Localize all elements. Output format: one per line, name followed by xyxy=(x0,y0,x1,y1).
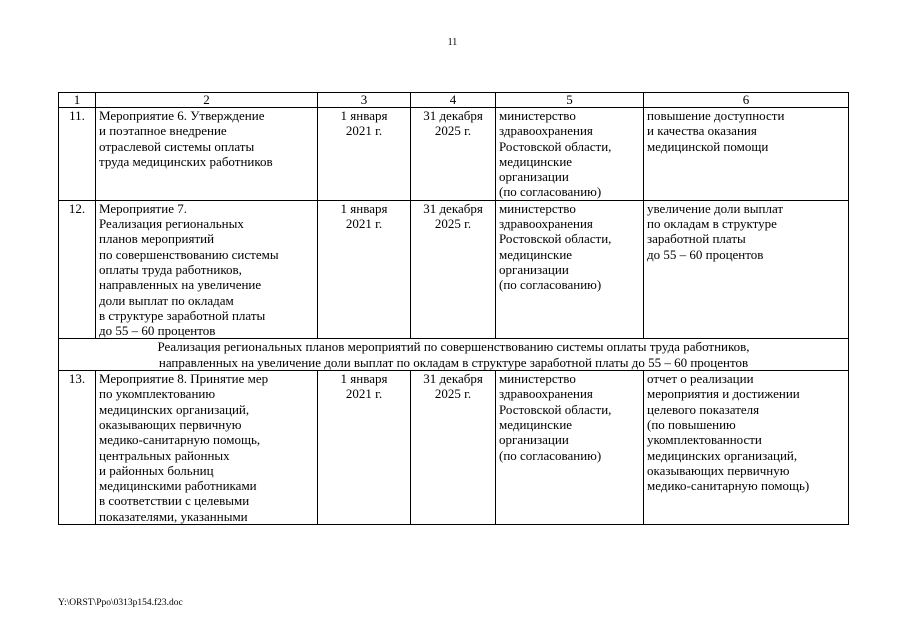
text-line: здравоохранения xyxy=(499,123,593,139)
text-line: Мероприятие 7. xyxy=(99,200,187,216)
expected-result xyxy=(644,200,849,339)
text-line: заработной платы xyxy=(647,231,746,247)
text-line: по совершенствованию системы xyxy=(99,246,279,262)
text-line: 1 января xyxy=(340,108,388,123)
table-row xyxy=(59,108,849,201)
text-line: медицинские xyxy=(499,246,573,262)
text-line: здравоохранения xyxy=(499,216,593,232)
text-line: (по согласованию) xyxy=(499,277,602,293)
text-line: мероприятия и достижении xyxy=(647,386,800,402)
start-date xyxy=(318,200,411,339)
text-line: направленных на увеличение xyxy=(99,277,262,293)
text-line: показателями, указанными xyxy=(99,508,248,524)
text-line: Реализация региональных xyxy=(99,216,244,232)
text-line: оказывающих первичную xyxy=(647,462,790,478)
text-line: Ростовской области, xyxy=(499,401,612,417)
text-line: по окладам в структуре xyxy=(647,216,777,232)
text-line: Реализация региональных планов мероприятий по совершенствованию системы оплаты труда работников, xyxy=(157,339,750,355)
text-line: до 55 – 60 процентов xyxy=(99,323,216,339)
text-line: оплаты труда работников, xyxy=(99,261,242,277)
text-line: медико-санитарную помощь) xyxy=(647,478,810,494)
text-line: медицинских организаций, xyxy=(99,401,250,417)
text-line: (по повышению xyxy=(647,416,736,432)
text-line: Мероприятие 6. Утверждение xyxy=(99,108,265,123)
text-line: медицинскими работниками xyxy=(99,478,257,494)
page-number: 11 xyxy=(447,37,458,48)
text-line: организации xyxy=(499,432,569,448)
text-line: центральных районных xyxy=(99,447,230,463)
table-row xyxy=(59,371,849,525)
text-line: организации xyxy=(499,261,569,277)
text-line: министерство xyxy=(499,108,576,123)
text-line: увеличение доли выплат xyxy=(647,200,784,216)
measures-table xyxy=(58,92,849,525)
start-date xyxy=(318,371,411,525)
row-number: 12. xyxy=(59,200,96,339)
executor xyxy=(496,371,644,525)
end-date xyxy=(411,108,496,201)
table-header-row xyxy=(59,93,849,108)
start-date xyxy=(318,108,411,201)
expected-result xyxy=(644,108,849,201)
measure-description xyxy=(96,200,318,339)
text-line: оказывающих первичную xyxy=(99,416,242,432)
end-date xyxy=(411,371,496,525)
text-line: медицинские xyxy=(499,153,573,169)
text-line: повышение доступности xyxy=(647,108,785,123)
expected-result xyxy=(644,371,849,525)
header-cell: 1 xyxy=(59,93,96,108)
text-line: здравоохранения xyxy=(499,386,593,402)
footer-file-path: Y:\ORST\Ppo\0313p154.f23.doc xyxy=(58,598,183,608)
text-line: организации xyxy=(499,169,569,185)
text-line: направленных на увеличение доли выплат по окладам в структуре заработной платы до 55 – 60 процентов xyxy=(158,354,749,370)
text-line: медицинских организаций, xyxy=(647,447,798,463)
text-line: медицинской помощи xyxy=(647,138,769,154)
text-line: Мероприятие 8. Принятие мер xyxy=(99,371,269,387)
text-line: 2021 г. xyxy=(345,123,383,139)
measure-description xyxy=(96,108,318,201)
header-cell: 2 xyxy=(96,93,318,108)
text-line: и поэтапное внедрение xyxy=(99,123,227,139)
text-line: Ростовской области, xyxy=(499,231,612,247)
row-number: 11. xyxy=(59,108,96,201)
header-cell: 6 xyxy=(644,93,849,108)
text-line: по укомплектованию xyxy=(99,386,216,402)
text-line: (по согласованию) xyxy=(499,184,602,200)
text-line: труда медицинских работников xyxy=(99,153,273,169)
section-heading xyxy=(59,339,849,371)
text-line: в соответствии с целевыми xyxy=(99,493,250,509)
text-line: и районных больниц xyxy=(99,462,214,478)
text-line: до 55 – 60 процентов xyxy=(647,246,764,262)
header-cell: 5 xyxy=(496,93,644,108)
text-line: министерство xyxy=(499,371,576,387)
text-line: 31 декабря xyxy=(423,108,483,123)
text-line: отчет о реализации xyxy=(647,371,754,387)
text-line: целевого показателя xyxy=(647,401,760,417)
text-line: укомплектованности xyxy=(647,432,762,448)
table-row xyxy=(59,200,849,339)
text-line: 1 января xyxy=(340,371,388,387)
measure-description xyxy=(96,371,318,525)
text-line: медицинские xyxy=(499,416,573,432)
text-line: 31 декабря xyxy=(423,200,483,216)
section-heading-row xyxy=(59,339,849,371)
executor xyxy=(496,108,644,201)
text-line: 31 декабря xyxy=(423,371,483,387)
text-line: 2025 г. xyxy=(434,216,472,232)
executor xyxy=(496,200,644,339)
text-line: отраслевой системы оплаты xyxy=(99,138,255,154)
header-cell: 4 xyxy=(411,93,496,108)
text-line: планов мероприятий xyxy=(99,231,215,247)
end-date xyxy=(411,200,496,339)
text-line: 1 января xyxy=(340,200,388,216)
text-line: и качества оказания xyxy=(647,123,757,139)
text-line: 2025 г. xyxy=(434,123,472,139)
text-line: в структуре заработной платы xyxy=(99,307,266,323)
text-line: (по согласованию) xyxy=(499,447,602,463)
text-line: доли выплат по окладам xyxy=(99,292,234,308)
text-line: министерство xyxy=(499,200,576,216)
header-cell: 3 xyxy=(318,93,411,108)
text-line: 2021 г. xyxy=(345,386,383,402)
text-line: 2025 г. xyxy=(434,386,472,402)
text-line: Ростовской области, xyxy=(499,138,612,154)
text-line: медико-санитарную помощь, xyxy=(99,432,261,448)
text-line: 2021 г. xyxy=(345,216,383,232)
row-number: 13. xyxy=(59,371,96,525)
